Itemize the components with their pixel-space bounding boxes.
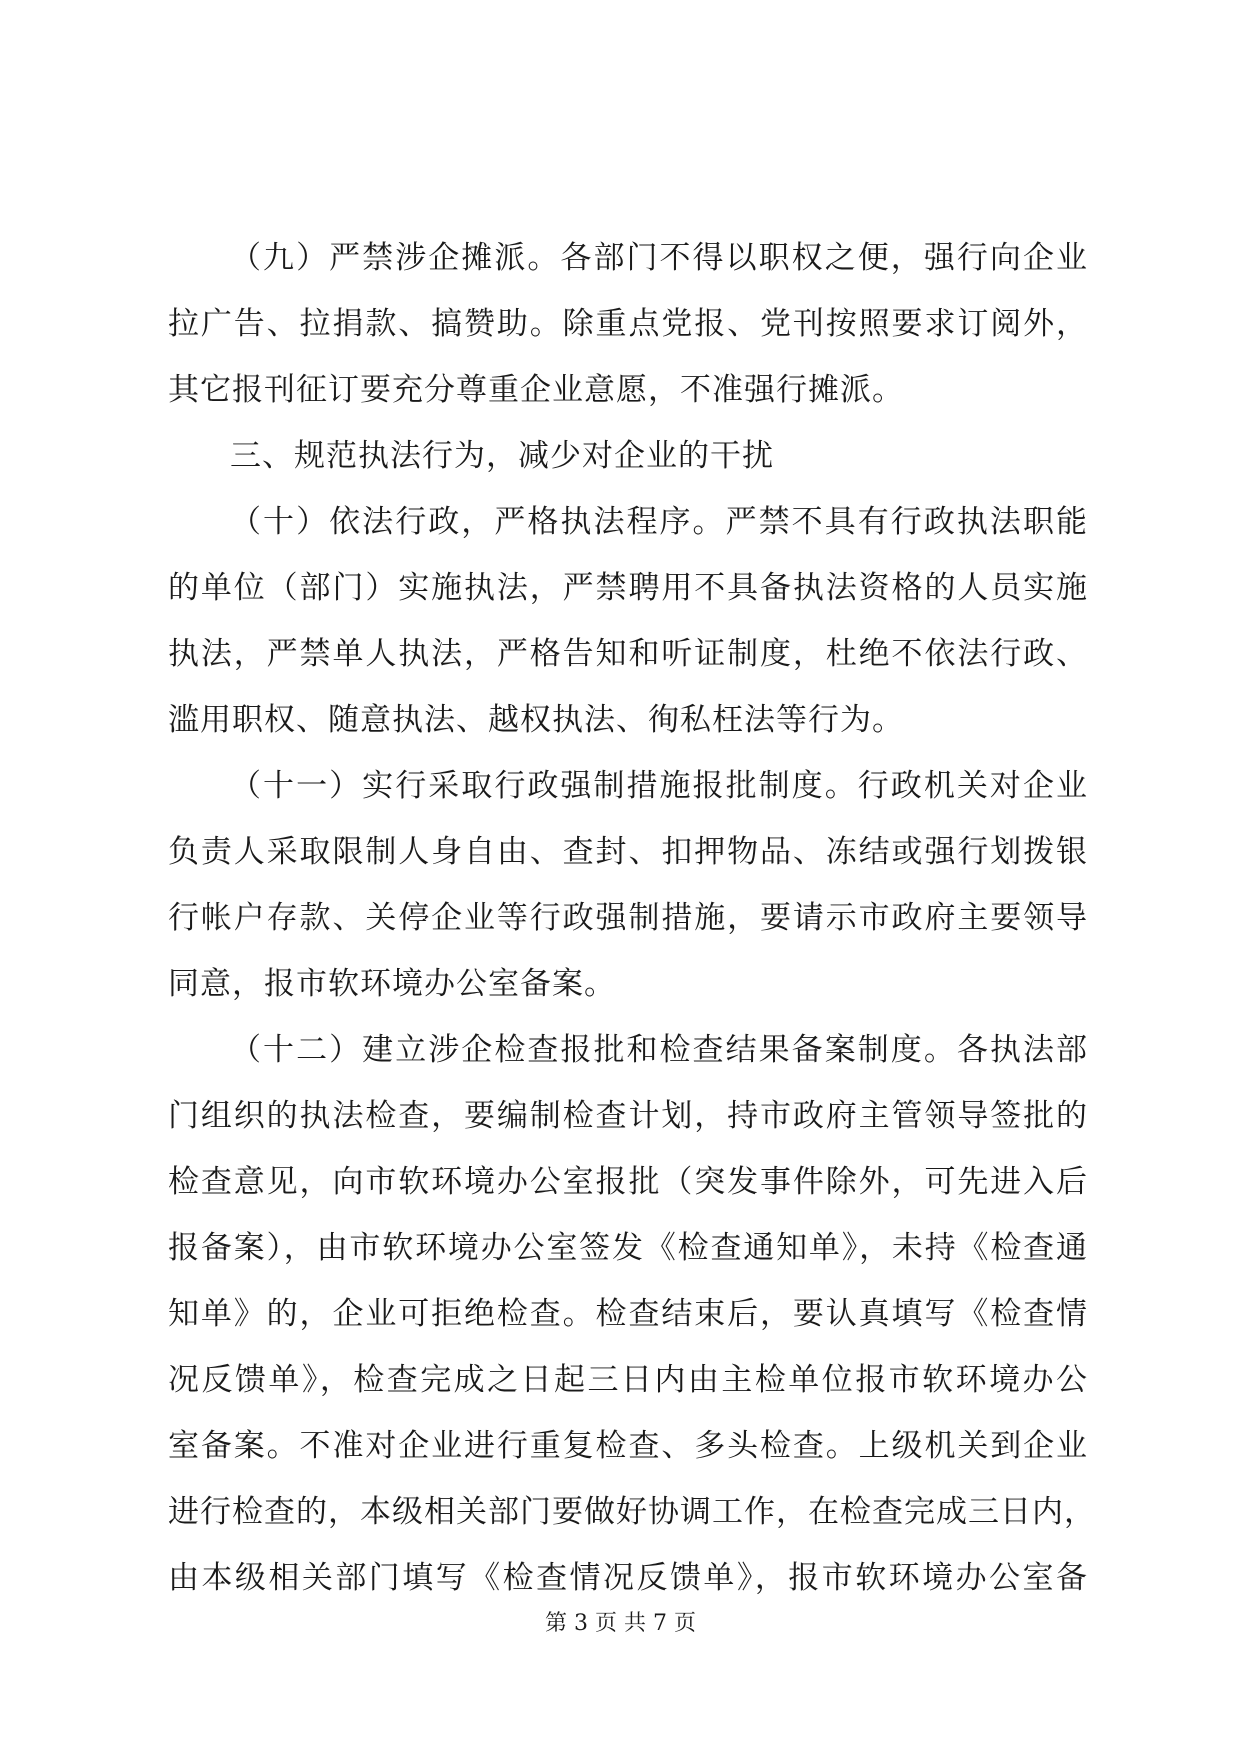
paragraph-12-line-3: 检查意见，向市软环境办公室报批（突发事件除外，可先进入后 — [168, 1164, 1088, 1200]
paragraph-11-line-2: 负责人采取限制人身自由、查封、扣押物品、冻结或强行划拨银 — [168, 834, 1088, 870]
paragraph-11-line-4: 同意，报市软环境办公室备案。 — [168, 966, 616, 1002]
paragraph-12-line-6: 况反馈单》，检查完成之日起三日内由主检单位报市软环境办公 — [168, 1362, 1088, 1398]
page-number-footer: 第 3 页 共 7 页 — [545, 1611, 696, 1636]
paragraph-12-line-9: 由本级相关部门填写《检查情况反馈单》，报市软环境办公室备 — [168, 1560, 1088, 1596]
paragraph-12-line-4: 报备案），由市软环境办公室签发《检查通知单》，未持《检查通 — [168, 1230, 1088, 1266]
paragraph-9-line-3: 其它报刊征订要充分尊重企业意愿，不准强行摊派。 — [168, 372, 904, 408]
paragraph-12-line-7: 室备案。不准对企业进行重复检查、多头检查。上级机关到企业 — [168, 1428, 1088, 1464]
paragraph-10-line-2: 的单位（部门）实施执法，严禁聘用不具备执法资格的人员实施 — [168, 570, 1088, 606]
paragraph-11-line-1: （十一）实行采取行政强制措施报批制度。行政机关对企业 — [230, 768, 1088, 804]
document-body — [168, 225, 1096, 1611]
paragraph-9-line-1: （九）严禁涉企摊派。各部门不得以职权之便，强行向企业 — [230, 240, 1088, 276]
paragraph-11-line-3: 行帐户存款、关停企业等行政强制措施，要请示市政府主要领导 — [168, 900, 1088, 936]
paragraph-10-line-3: 执法，严禁单人执法，严格告知和听证制度，杜绝不依法行政、 — [168, 636, 1088, 672]
paragraph-10-line-4: 滥用职权、随意执法、越权执法、徇私枉法等行为。 — [168, 702, 904, 738]
paragraph-9-line-2: 拉广告、拉捐款、搞赞助。除重点党报、党刊按照要求订阅外， — [168, 306, 1088, 342]
paragraph-12-line-8: 进行检查的，本级相关部门要做好协调工作，在检查完成三日内， — [168, 1494, 1096, 1530]
paragraph-12-line-1: （十二）建立涉企检查报批和检查结果备案制度。各执法部 — [230, 1032, 1088, 1068]
section-3-heading: 三、规范执法行为，减少对企业的干扰 — [230, 438, 774, 474]
paragraph-12-line-5: 知单》的，企业可拒绝检查。检查结束后，要认真填写《检查情 — [168, 1296, 1088, 1332]
paragraph-12-line-2: 门组织的执法检查，要编制检查计划，持市政府主管领导签批的 — [168, 1098, 1088, 1134]
paragraph-10-line-1: （十）依法行政，严格执法程序。严禁不具有行政执法职能 — [230, 504, 1088, 540]
